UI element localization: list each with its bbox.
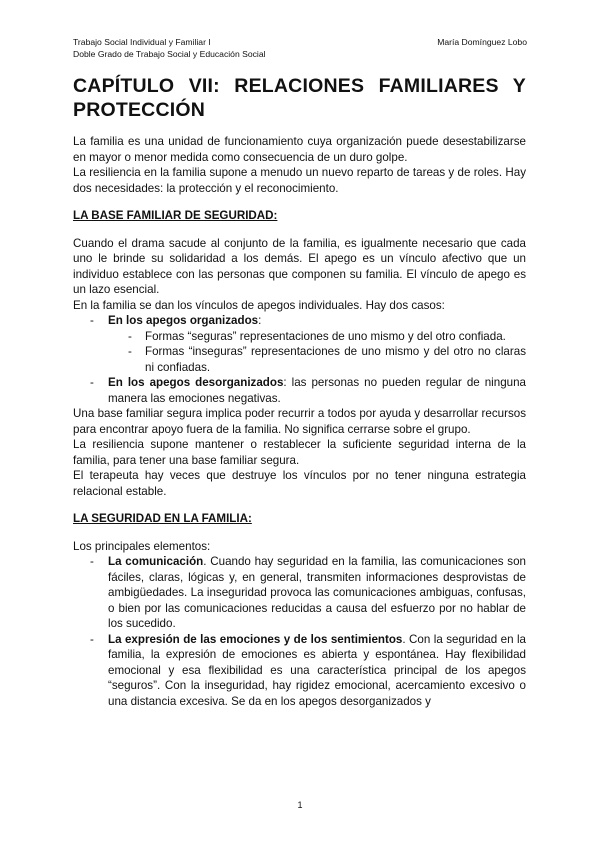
list-item: - La expresión de las emociones y de los sentimientos. Con la seguridad en la familia, la expresión de emociones es abierta y espontánea. Hay flexibilidad emocional y esa flexibilidad es una característica principal de los apegos “seguros”. Con la inseguridad, hay rigidez emocional, acercamiento excesivo o una distancia excesiva. Se da en los apegos desorganizados y (73, 632, 526, 710)
section1-paragraph-2: En la familia se dan los vínculos de apegos individuales. Hay dos casos: (73, 298, 445, 312)
author-name: María Domínguez Lobo (437, 37, 527, 47)
intro-paragraph-2: La resiliencia en la familia supone a menudo un nuevo reparto de tareas y de roles. Hay dos necesidades: la protección y el reconocimiento. (73, 166, 526, 195)
section1-paragraph-3: Una base familiar segura implica poder recurrir a todos por ayuda y desarrollar recursos para encontrar apoyo fuera de la familia. No significa cerrarse sobre el grupo. (73, 407, 526, 436)
list-item: - La comunicación. Cuando hay seguridad en la familia, las comunicaciones son fáciles, claras, lógicas y, en general, transmiten informaciones desprovistas de ambigüedades. La inseguridad provoca las comunicaciones ambiguas, confusas, o bien por las comunicaciones reducidas a causa del esfuerzo por no hablar de los sucedido. (73, 554, 526, 632)
page-number: 1 (297, 800, 303, 810)
elements-list (73, 554, 526, 709)
document-body (73, 74, 526, 709)
section-heading-seguridad: LA SEGURIDAD EN LA FAMILIA: (73, 512, 252, 525)
course-title: Trabajo Social Individual y Familiar I (73, 37, 211, 47)
attachment-list-2 (73, 375, 526, 406)
chapter-title: CAPÍTULO VII: RELACIONES FAMILIARES Y PROTECCIÓN (73, 75, 526, 121)
list-item: - En los apegos desorganizados: las personas no pueden regular de ninguna manera las emociones negativas. (73, 375, 526, 406)
section1-paragraph-1: Cuando el drama sacude al conjunto de la familia, es igualmente necesario que cada uno le brinde su solidaridad a los demás. El apego es un vínculo afectivo que un individuo establece con las personas que componen su familia. El vínculo de apego es un lazo esencial. (73, 236, 526, 296)
page-header-left (73, 36, 266, 60)
degree-title: Doble Grado de Trabajo Social y Educación Social (73, 49, 266, 59)
list-item: - Formas “inseguras” representaciones de uno mismo y del otro no claras ni confiadas. (73, 344, 526, 375)
section-heading-base-familiar: LA BASE FAMILIAR DE SEGURIDAD: (73, 209, 278, 222)
intro-paragraph-1: La familia es una unidad de funcionamiento cuya organización puede desestabilizarse en mayor o menor medida como consecuencia de un duro golpe. (73, 135, 526, 164)
section1-paragraph-4: La resiliencia supone mantener o restablecer la suficiente seguridad interna de la familia, para tener una base familiar segura. (73, 438, 526, 467)
section1-paragraph-5: El terapeuta hay veces que destruye los vínculos por no tener ninguna estrategia relacional estable. (73, 469, 526, 498)
list-item: - Formas “seguras” representaciones de uno mismo y del otro confiada. (73, 329, 526, 345)
attachment-sublist (73, 329, 526, 376)
attachment-list (73, 313, 526, 329)
list-item: - En los apegos organizados: (73, 313, 526, 329)
section2-paragraph-1: Los principales elementos: (73, 539, 211, 553)
